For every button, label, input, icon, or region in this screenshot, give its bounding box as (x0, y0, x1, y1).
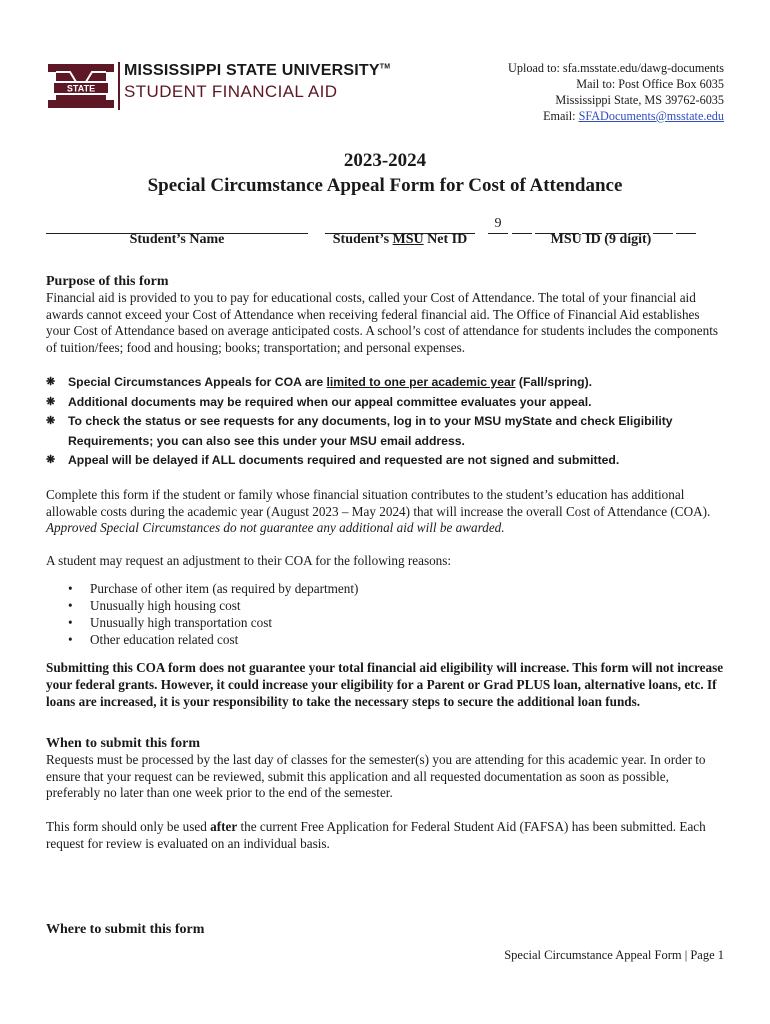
notice-list (46, 373, 726, 471)
list-item: • Purchase of other item (as required by department) (46, 580, 358, 597)
bullet-icon: ❋ (46, 454, 56, 466)
when-heading: When to submit this form (46, 736, 201, 751)
guarantee-section (46, 659, 726, 710)
student-name-label: Student’s Name (129, 232, 225, 247)
bullet-icon: ❋ (46, 376, 56, 388)
notice-item: ❋ Additional documents may be required when our appeal committee evaluates your appeal. (46, 393, 726, 413)
when-section (46, 736, 726, 802)
bullet-icon: ❋ (46, 395, 56, 408)
form-year: 2023-2024 (343, 150, 427, 171)
logo-seal-text: STATE (66, 83, 96, 94)
mail-line: Mail to: Post Office Box 6035 (576, 77, 724, 91)
purpose-heading: Purpose of this form (46, 274, 169, 289)
msu-id-field[interactable] (488, 215, 714, 233)
msu-id-digit: 9 (488, 215, 508, 234)
guarantee-text: Submitting this COA form does not guarantee your total financial aid eligibility will increase. This form will not increase your federal grants. However, it could increase your eligibility for a Parent or Grad PLUS loan, alternative loans, etc. If loans are increased, it is your responsibility to take the necessary steps to secure the additional loan funds. (46, 660, 724, 709)
fafsa-text: This form should only be used after the current Free Application for Federal Student Aid (FAFSA) has been submitted. Each request for review is evaluated on an individual basis. (46, 819, 706, 851)
net-id-label: Student’s MSU Net ID (332, 232, 468, 247)
email-line: Email: SFADocuments@msstate.edu (543, 109, 724, 123)
upload-line: Upload to: sfa.msstate.edu/dawg-documents (508, 61, 724, 75)
logo-wordmark (124, 62, 390, 102)
where-section (46, 922, 726, 938)
when-text: Requests must be processed by the last day of classes for the semester(s) you are attending for this academic year. In order to ensure that your request can be reviewed, submit this application and all requested documentation as soon as possible, preferably no later than one week prior to the end of the semester. (46, 752, 706, 800)
complete-text: Complete this form if the student or family whose financial situation contributes to the student’s education has additional allowable costs during the academic year (August 2023 – May 2024) that will increase the overall Cost of Attendance (COA). Approved Special Circumstances do not guarantee any additional aid will be awarded. (46, 487, 711, 535)
department-name: STUDENT FINANCIAL AID (124, 82, 338, 101)
university-name: MISSISSIPPI STATE UNIVERSITY™ (124, 62, 391, 79)
purpose-text: Financial aid is provided to you to pay for educational costs, called your Cost of Attendance. The total of your financial aid awards cannot exceed your Cost of Attendance when receiving federal financial aid. The Office of Financial Aid establishes your Cost of Attendance based on average anticipated costs. A school’s cost of attendance for students includes the components of tuition/fees; food and housing; books; transportation; and personal expenses. (46, 290, 719, 355)
email-link[interactable]: SFADocuments@msstate.edu (578, 109, 724, 123)
reasons-list (46, 580, 358, 648)
bullet-icon: ❋ (46, 415, 56, 427)
list-item: • Other education related cost (46, 631, 358, 648)
purpose-section (46, 274, 726, 356)
page-footer: Special Circumstance Appeal Form | Page 1 (504, 948, 724, 962)
reasons-intro: A student may request an adjustment to their COA for the following reasons: (46, 553, 452, 568)
notice-item: ❋ Appeal will be delayed if ALL documents required and requested are not signed and submitted. (46, 451, 726, 471)
contact-block (508, 60, 724, 124)
trademark: TM (379, 63, 391, 71)
city-line: Mississippi State, MS 39762-6035 (555, 93, 724, 107)
notice-item: ❋ To check the status or see requests for any documents, log in to your MSU myState and check Eligibility Requirements; you can also see this under your MSU email address. (46, 414, 673, 448)
list-item: • Unusually high transportation cost (46, 614, 358, 631)
notice-item: ❋ Special Circumstances Appeals for COA are limited to one per academic year (Fall/spring). (46, 373, 726, 393)
list-item: • Unusually high housing cost (46, 597, 358, 614)
msu-id-label: MSU ID (9 digit) (550, 232, 652, 247)
complete-section (46, 487, 726, 537)
form-title: Special Circumstance Appeal Form for Cost of Attendance (147, 175, 623, 196)
fafsa-section (46, 819, 726, 852)
where-heading: Where to submit this form (46, 922, 205, 937)
